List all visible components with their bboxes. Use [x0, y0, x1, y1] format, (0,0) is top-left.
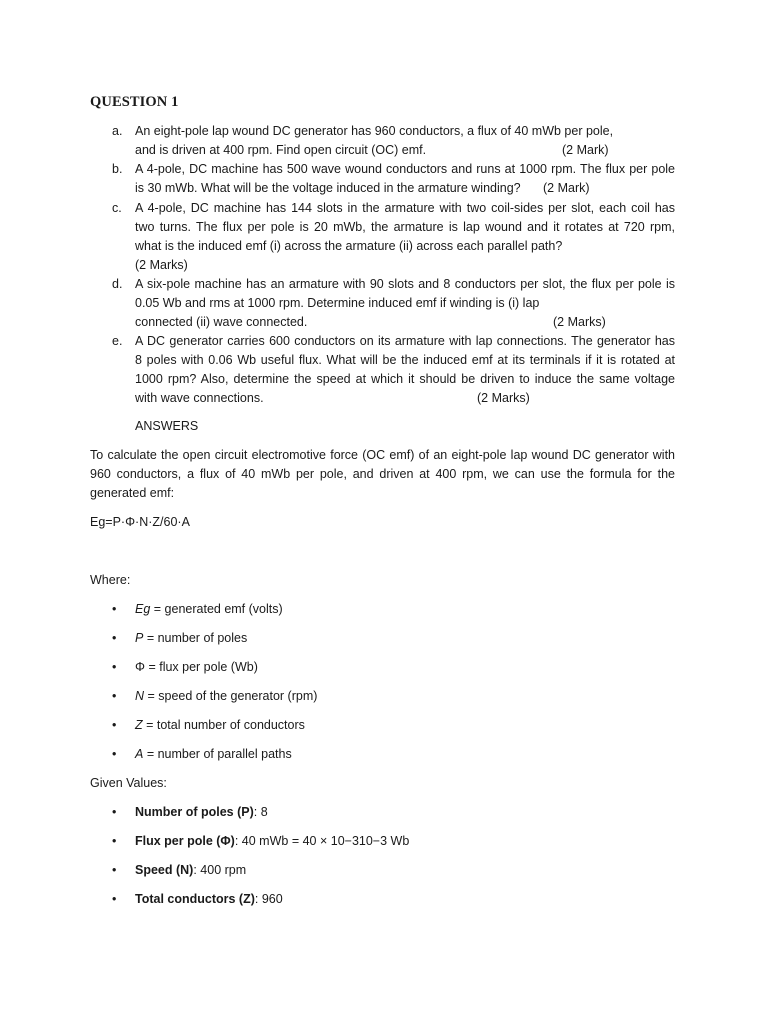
symbol: N — [135, 689, 145, 703]
given-label: Number of poles (P) — [135, 805, 254, 819]
bullet-icon: • — [112, 718, 117, 732]
symbol: P — [135, 631, 144, 645]
marks-label: (2 Mark) — [543, 181, 590, 195]
bullet-icon: • — [112, 602, 117, 616]
definition-text: Φ = flux per pole (Wb) — [135, 660, 258, 674]
question-line: 1000 rpm? Also, determine the speed at which it should be driven to induce the same voltage — [135, 372, 675, 386]
given-values-label: Given Values: — [90, 776, 167, 790]
question-letter: d. — [112, 277, 123, 291]
given-value: : 960 — [254, 892, 283, 906]
bullet-icon: • — [112, 863, 117, 877]
question-text — [135, 332, 675, 408]
marks-label: (2 Marks) — [553, 315, 606, 329]
question-line: A DC generator carries 600 conductors on its armature with lap connections. The generator has — [135, 334, 675, 348]
question-line: connected (ii) wave connected. — [135, 315, 308, 329]
given-label: Total conductors (Z) — [135, 892, 255, 906]
question-line: 8 poles with 0.06 Wb useful flux. What will be the induced emf at its terminals if it is rotated at — [135, 353, 675, 367]
given-value: : 400 rpm — [193, 863, 247, 877]
question-line: A six-pole machine has an armature with 90 slots and 8 conductors per slot, the flux per pole is — [135, 277, 675, 291]
page-title: QUESTION 1 — [90, 94, 179, 110]
definition-text: = generated emf (volts) — [150, 602, 283, 616]
symbol: A — [135, 747, 144, 761]
definition-text: = number of parallel paths — [143, 747, 292, 761]
answers-heading: ANSWERS — [135, 419, 199, 433]
symbol: Eg — [135, 602, 151, 616]
question-line: An eight-pole lap wound DC generator has 960 conductors, a flux of 40 mWb per pole, — [135, 124, 614, 138]
bullet-icon: • — [112, 834, 117, 848]
bullet-icon: • — [112, 689, 117, 703]
marks-label: (2 Marks) — [135, 258, 188, 272]
given-label: Speed (N) — [135, 863, 194, 877]
definition-text: = number of poles — [143, 631, 248, 645]
intro-paragraph: To calculate the open circuit electromotive force (OC emf) of an eight-pole lap wound DC generator with 960 conductors, a flux of 40 mWb per pole, and driven at 400 rpm, we can use the formula for the generated emf: — [90, 448, 675, 500]
bullet-icon: • — [112, 892, 117, 906]
question-letter: e. — [112, 334, 123, 348]
given-value: : 8 — [253, 805, 268, 819]
where-label: Where: — [90, 573, 131, 587]
bullet-icon: • — [112, 631, 117, 645]
question-line: what is the induced emf (i) across the armature (ii) across each parallel path? — [135, 239, 563, 253]
question-letter: c. — [112, 201, 122, 215]
question-line: two turns. The flux per pole is 20 mWb, the armature is lap wound and it rotates at 720 rpm, — [135, 220, 675, 234]
question-letter: a. — [112, 124, 123, 138]
question-line: A 4-pole, DC machine has 144 slots in the armature with two coil-sides per slot, each coil has — [135, 201, 675, 215]
bullet-icon: • — [112, 660, 117, 674]
definition-text: = speed of the generator (rpm) — [144, 689, 318, 703]
question-letter: b. — [112, 162, 123, 176]
marks-label: (2 Marks) — [477, 391, 530, 405]
question-text — [135, 199, 675, 275]
formula: Eg=P·Φ·N·Z/60·A — [90, 515, 190, 529]
question-line-text: and is driven at 400 rpm. Find open circuit (OC) emf. — [135, 143, 427, 157]
bullet-icon: • — [112, 805, 117, 819]
question-line: A 4-pole, DC machine has 500 wave wound conductors and runs at 1000 rpm. The flux per pole — [135, 162, 675, 176]
definition-text: = total number of conductors — [142, 718, 305, 732]
given-value: : 40 mWb = 40 × 10−310−3 Wb — [234, 834, 410, 848]
given-label: Flux per pole (Φ) — [135, 834, 235, 848]
symbol: Z — [135, 718, 143, 732]
bullet-icon: • — [112, 747, 117, 761]
question-line: 0.05 Wb and rms at 1000 rpm. Determine induced emf if winding is (i) lap — [135, 296, 540, 310]
question-text — [135, 160, 675, 198]
question-line: with wave connections. — [135, 391, 264, 405]
question-line: is 30 mWb. What will be the voltage induced in the armature winding? — [135, 181, 521, 195]
marks-label: (2 Mark) — [562, 143, 609, 157]
